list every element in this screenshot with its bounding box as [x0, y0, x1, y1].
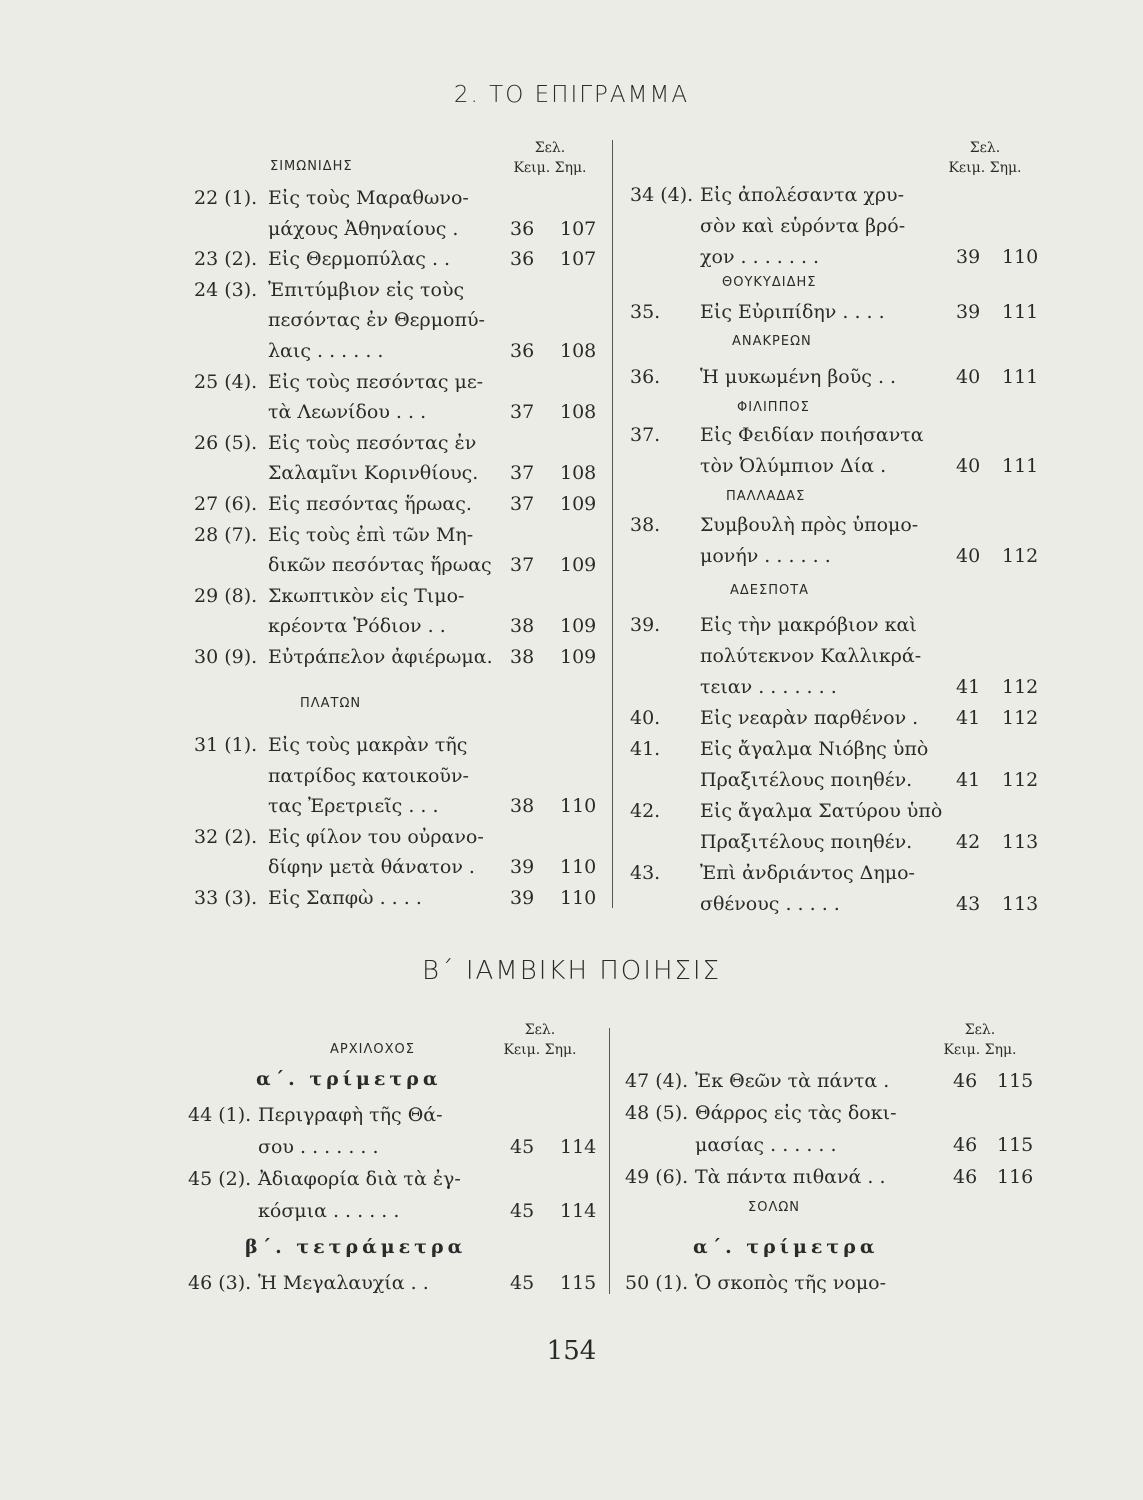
entry-title: Σαλαμῖνι Κορινθίους. — [268, 462, 479, 485]
entry-title: Εἰς ἀπολέσαντα χρυ- — [700, 184, 905, 206]
entry-title: Εἰς φίλον του οὐρανο- — [268, 825, 484, 848]
index-entry-line — [630, 765, 1050, 795]
note-page: 108 — [560, 462, 597, 485]
entry-number: 34 (4). — [630, 184, 694, 206]
sel-label: Σελ. — [534, 140, 566, 156]
index-entry-line — [625, 1098, 1045, 1128]
note-page: 112 — [1002, 545, 1039, 567]
note-page: 113 — [1002, 831, 1039, 853]
index-entry-line — [630, 703, 1050, 733]
entry-number: 33 (3). — [194, 887, 258, 909]
entry-number: 39. — [630, 614, 661, 636]
sel-label-s2-right: Σελ. — [964, 1022, 996, 1038]
entry-number: 49 (6). — [625, 1166, 689, 1188]
index-entry-line — [194, 852, 614, 882]
index-entry-line — [194, 428, 614, 458]
text-page: 37 — [510, 462, 535, 485]
entry-title: Ἐκ Θεῶν τὰ πάντα . — [695, 1070, 890, 1092]
author-palladas: ΠΑΛΛΑΔΑΣ — [726, 489, 806, 504]
entry-title: τας Ἐρετριεῖς . . . — [268, 795, 439, 818]
index-entry-line — [194, 489, 614, 519]
entry-title: Εἰς τὴν μακρόβιον καὶ — [700, 614, 917, 636]
entry-number: 36. — [630, 366, 661, 388]
entry-number: 42. — [630, 800, 661, 822]
index-entry-line — [625, 1066, 1045, 1096]
entry-title: Εἰς Σαπφὼ . . . . — [268, 887, 422, 909]
entry-title: Εὐτράπελον ἀφιέρωμα. — [268, 646, 493, 668]
entry-number: 30 (9). — [194, 646, 258, 668]
index-entry-line — [194, 520, 614, 550]
entry-title: σὸν καὶ εὑρόντα βρό- — [700, 215, 906, 237]
page-number: 154 — [546, 1336, 597, 1366]
column-header — [500, 138, 600, 178]
entry-title: σου . . . . . . . — [258, 1136, 379, 1158]
entry-title: τὰ Λεωνίδου . . . — [268, 401, 427, 424]
column-divider — [612, 140, 613, 908]
column-header-right — [935, 138, 1035, 178]
entry-number: 45 (2). — [188, 1168, 252, 1190]
entry-title: τὸν Ὀλύμπιον Δία . — [700, 455, 887, 477]
note-page: 115 — [997, 1134, 1034, 1156]
entry-title: Εἰς τοὺς ἐπὶ τῶν Μη- — [268, 523, 474, 546]
index-entry-line — [630, 889, 1050, 919]
keim-sim-label: Κειμ. Σημ. — [513, 160, 587, 176]
entry-title: Πραξιτέλους ποιηθέν. — [700, 769, 913, 791]
text-page: 41 — [956, 769, 981, 791]
entry-title: Ἡ μυκωμένη βοῦς . . — [700, 366, 897, 388]
entry-number: 23 (2). — [194, 248, 258, 271]
text-page: 37 — [510, 401, 535, 424]
sel-label-s2: Σελ. — [524, 1022, 556, 1038]
entry-number: 43. — [630, 862, 661, 884]
author-filippos: ΦΙΛΙΠΠΟΣ — [737, 400, 810, 415]
entry-title: Εἰς Φειδίαν ποιήσαντα — [700, 424, 924, 446]
keim-sim-label-s2-right: Κειμ. Σημ. — [943, 1042, 1017, 1058]
text-page: 36 — [510, 217, 535, 240]
entry-title: Εἰς Θερμοπύλας . . — [268, 248, 451, 271]
text-page: 39 — [956, 246, 981, 268]
entry-title: Ἀδιαφορία διὰ τὰ ἐγ- — [258, 1168, 461, 1190]
index-entry-line — [630, 297, 1050, 327]
entry-number: 46 (3). — [188, 1272, 252, 1294]
column-header-s2 — [490, 1020, 590, 1060]
index-entry-line — [194, 397, 614, 427]
text-page: 36 — [510, 340, 535, 362]
entry-number: 37. — [630, 424, 661, 446]
entry-title: Εἰς ἄγαλμα Σατύρου ὑπὸ — [700, 800, 943, 822]
author-simonides: ΣΙΜΩΝΙΔΗΣ — [270, 159, 353, 174]
note-page: 109 — [560, 646, 597, 668]
index-entry-line — [630, 672, 1050, 702]
index-entry-line — [630, 242, 1050, 272]
entry-title: Πραξιτέλους ποιηθέν. — [700, 831, 913, 853]
entry-number: 48 (5). — [625, 1102, 689, 1124]
index-entry-line — [630, 827, 1050, 857]
entry-title: μονήν . . . . . . — [700, 545, 831, 567]
note-page: 109 — [560, 493, 597, 515]
entry-title: Ἡ Μεγαλαυχία . . — [258, 1272, 429, 1294]
text-page: 39 — [510, 887, 535, 909]
entry-number: 41. — [630, 738, 661, 760]
note-page: 110 — [560, 856, 597, 879]
entry-number: 35. — [630, 301, 661, 323]
index-entry-line — [625, 1268, 1045, 1298]
index-entry-line — [188, 1100, 608, 1130]
note-page: 112 — [1002, 707, 1039, 729]
index-entry-line — [194, 214, 614, 244]
index-entry-line — [625, 1130, 1045, 1160]
entry-title: Εἰς ἄγαλμα Νιόβης ὑπὸ — [700, 738, 929, 760]
entry-number: 31 (1). — [194, 734, 258, 756]
index-entry-line — [194, 550, 614, 580]
index-entry-line — [630, 541, 1050, 571]
note-page: 113 — [1002, 893, 1039, 915]
author-adespota: ΑΔΕΣΠΟΤΑ — [730, 583, 810, 598]
text-page: 42 — [956, 831, 981, 853]
column-header-s2-right — [930, 1020, 1030, 1060]
note-page: 116 — [997, 1166, 1034, 1188]
note-page: 109 — [560, 615, 597, 638]
index-entry-line — [188, 1196, 608, 1226]
entry-title: Ὁ σκοπὸς τῆς νομο- — [695, 1272, 887, 1294]
entry-title: Εἰς Εὐριπίδην . . . . — [700, 301, 885, 323]
note-page: 112 — [1002, 676, 1039, 698]
keim-sim-label-s2: Κειμ. Σημ. — [503, 1042, 577, 1058]
entry-title: Εἰς τοὺς πεσόντας με- — [268, 370, 484, 393]
text-page: 45 — [510, 1136, 535, 1158]
entry-title: δικῶν πεσόντας ἥρωας — [268, 554, 492, 577]
index-entry-line — [194, 642, 614, 672]
note-page: 111 — [1002, 366, 1039, 388]
entry-number: 24 (3). — [194, 278, 258, 301]
entry-number: 44 (1). — [188, 1104, 252, 1126]
author-solon: ΣΟΛΩΝ — [748, 1200, 800, 1215]
index-entry-line — [630, 180, 1050, 210]
note-page: 115 — [560, 1272, 597, 1294]
entry-number: 50 (1). — [625, 1272, 689, 1294]
index-entry-line — [194, 883, 614, 913]
entry-title: χον . . . . . . . — [700, 246, 820, 268]
index-entry-line — [194, 244, 614, 274]
keim-sim-label-right: Κειμ. Σημ. — [948, 160, 1022, 176]
index-entry-line — [630, 796, 1050, 826]
index-entry-line — [194, 305, 614, 335]
text-page: 37 — [510, 554, 535, 577]
note-page: 110 — [1002, 246, 1039, 268]
note-page: 108 — [560, 340, 597, 362]
text-page: 45 — [510, 1272, 535, 1294]
index-entry-line — [630, 641, 1050, 671]
entry-number: 22 (1). — [194, 187, 258, 209]
text-page: 46 — [953, 1166, 978, 1188]
text-page: 38 — [510, 646, 535, 668]
section-title-epigram: 2. ΤΟ ΕΠΙΓΡΑΜΜΑ — [453, 82, 690, 108]
note-page: 109 — [560, 554, 597, 577]
text-page: 38 — [510, 615, 535, 638]
text-page: 46 — [953, 1070, 978, 1092]
index-entry-line — [630, 510, 1050, 540]
entry-title: κόσμια . . . . . . — [258, 1200, 400, 1222]
index-entry-line — [630, 858, 1050, 888]
entry-number: 28 (7). — [194, 523, 258, 546]
entry-number: 25 (4). — [194, 370, 258, 393]
text-page: 40 — [956, 455, 981, 477]
index-entry-line — [630, 211, 1050, 241]
text-page: 43 — [956, 893, 981, 915]
note-page: 115 — [997, 1070, 1034, 1092]
entry-title: δίφην μετὰ θάνατον . — [268, 856, 475, 879]
note-page: 107 — [560, 217, 597, 240]
entry-title: πεσόντας ἐν Θερμοπύ- — [268, 309, 485, 332]
entry-number: 47 (4). — [625, 1070, 689, 1092]
note-page: 110 — [560, 795, 597, 818]
entry-title: λαις . . . . . . — [268, 340, 384, 362]
section-title-iambic: Β΄ ΙΑΜΒΙΚΗ ΠΟΙΗΣΙΣ — [421, 956, 722, 986]
entry-title: Ἐπὶ ἀνδριάντος Δημο- — [700, 862, 915, 884]
entry-title: μασίας . . . . . . — [695, 1134, 837, 1156]
note-page: 114 — [560, 1200, 597, 1222]
sel-label-right: Σελ. — [969, 140, 1001, 156]
text-page: 40 — [956, 545, 981, 567]
author-platon: ΠΛΑΤΩΝ — [300, 696, 362, 711]
entry-title: πατρίδος κατοικοῦν- — [268, 764, 469, 787]
text-page: 37 — [510, 493, 535, 515]
index-entry-line — [194, 611, 614, 641]
text-page: 40 — [956, 366, 981, 388]
entry-number: 40. — [630, 707, 661, 729]
note-page: 111 — [1002, 301, 1039, 323]
text-page: 41 — [956, 707, 981, 729]
index-entry-line — [194, 730, 614, 760]
entry-title: Σκωπτικὸν εἰς Τιμο- — [268, 584, 465, 607]
text-page: 36 — [510, 248, 535, 271]
index-entry-line — [194, 367, 614, 397]
index-entry-line — [188, 1132, 608, 1162]
index-entry-line — [630, 362, 1050, 392]
note-page: 111 — [1002, 455, 1039, 477]
entry-number: 26 (5). — [194, 431, 258, 454]
entry-number: 32 (2). — [194, 825, 258, 848]
entry-title: Ἐπιτύμβιον εἰς τοὺς — [268, 278, 465, 301]
entry-title: Εἰς τοὺς μακρὰν τῆς — [268, 734, 468, 756]
index-entry-line — [630, 734, 1050, 764]
index-entry-line — [630, 451, 1050, 481]
index-entry-line — [630, 610, 1050, 640]
index-entry-line — [194, 275, 614, 305]
subheading-trimetra: α΄. τρίμετρα — [256, 1068, 442, 1090]
author-anakreon: ΑΝΑΚΡΕΩΝ — [732, 334, 812, 349]
text-page: 38 — [510, 795, 535, 818]
column-divider-s2 — [609, 1028, 610, 1294]
index-entry-line — [194, 581, 614, 611]
note-page: 108 — [560, 401, 597, 424]
index-entry-line — [194, 183, 614, 213]
author-archilochos: ΑΡΧΙΛΟΧΟΣ — [330, 1042, 415, 1057]
entry-title: Περιγραφὴ τῆς Θά- — [258, 1104, 443, 1126]
index-entry-line — [194, 822, 614, 852]
text-page: 39 — [956, 301, 981, 323]
index-entry-line — [630, 420, 1050, 450]
entry-title: Θάρρος εἰς τὰς δοκι- — [695, 1102, 897, 1124]
note-page: 114 — [560, 1136, 597, 1158]
entry-number: 38. — [630, 514, 661, 536]
index-entry-line — [188, 1164, 608, 1194]
text-page: 41 — [956, 676, 981, 698]
entry-title: κρέοντα Ῥόδιον . . — [268, 615, 446, 638]
entry-title: Συμβουλὴ πρὸς ὑπομο- — [700, 514, 919, 536]
entry-title: σθένους . . . . . — [700, 893, 840, 915]
entry-title: Εἰς τοὺς πεσόντας ἐν — [268, 431, 477, 454]
index-entry-line — [194, 791, 614, 821]
text-page: 45 — [510, 1200, 535, 1222]
entry-number: 29 (8). — [194, 584, 258, 607]
note-page: 107 — [560, 248, 597, 271]
entry-number: 27 (6). — [194, 493, 258, 515]
entry-title: τειαν . . . . . . . — [700, 676, 837, 698]
index-entry-line — [194, 458, 614, 488]
index-entry-line — [625, 1162, 1045, 1192]
entry-title: Εἰς νεαρὰν παρθένον . — [700, 707, 919, 729]
note-page: 110 — [560, 887, 597, 909]
subheading-tetrametra: β΄. τετράμετρα — [245, 1236, 467, 1258]
index-entry-line — [188, 1268, 608, 1298]
text-page: 39 — [510, 856, 535, 879]
entry-title: Εἰς πεσόντας ἥρωας. — [268, 493, 472, 515]
subheading-trimetra-solon: α΄. τρίμετρα — [693, 1236, 879, 1258]
entry-title: Εἰς τοὺς Μαραθωνο- — [268, 187, 469, 209]
index-entry-line — [194, 761, 614, 791]
entry-title: μάχους Ἀθηναίους . — [268, 217, 459, 240]
note-page: 112 — [1002, 769, 1039, 791]
entry-title: Τὰ πάντα πιθανά . . — [695, 1166, 886, 1188]
entry-title: πολύτεκνον Καλλικρά- — [700, 645, 922, 667]
index-entry-line — [194, 336, 614, 366]
text-page: 46 — [953, 1134, 978, 1156]
author-thoukydides: ΘΟΥΚΥΔΙΔΗΣ — [722, 275, 817, 290]
